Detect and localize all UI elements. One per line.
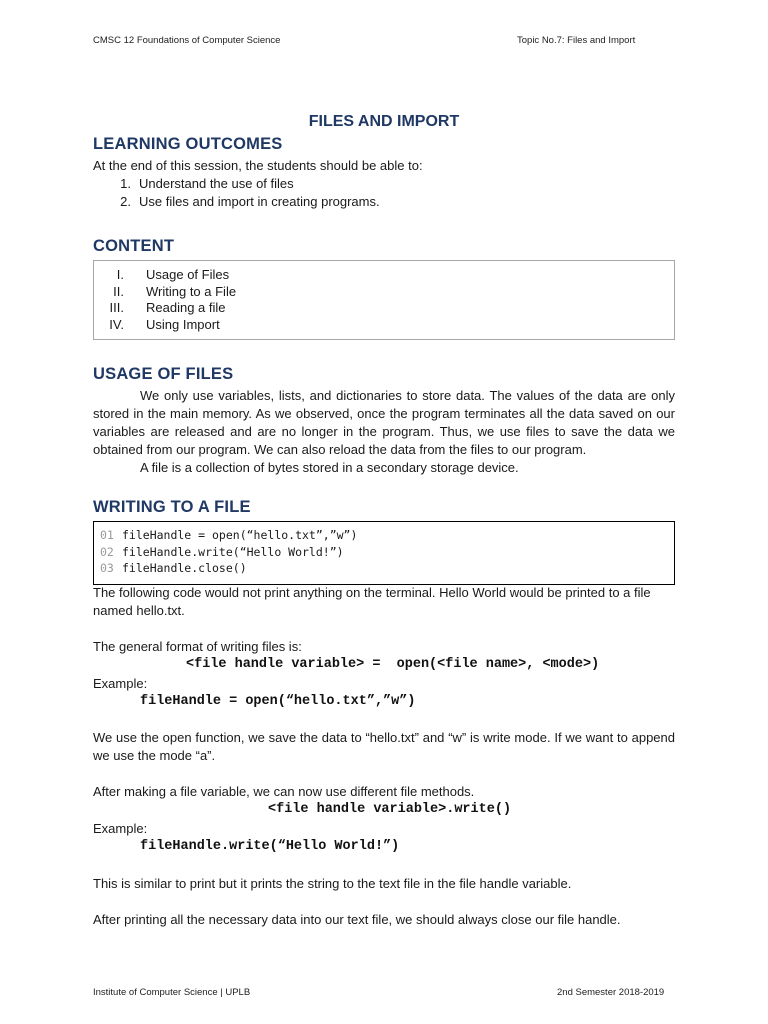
code-line [100,560,674,577]
method-format-code: <file handle variable>.write() [268,802,512,817]
list-item-text: Use files and import in creating programs. [139,194,380,209]
general-format-code: <file handle variable> = open(<file name>, <mode>) [186,657,600,672]
header-topic: Topic No.7: Files and Import [517,35,636,46]
content-item-number: I. [116,267,124,282]
open-explanation: We use the open function, we save the data to “hello.txt” and “w” is write mode. If we want to append we use the mode “a”. [93,730,675,763]
code-line [100,527,674,544]
list-item [93,175,653,193]
code-line [100,544,674,561]
similar-note: This is similar to print but it prints the string to the text file in the file handle variable. [93,876,572,891]
content-item-text: Reading a file [146,300,226,315]
line-number: 02 [100,544,114,559]
writing-heading: WRITING TO A FILE [93,498,251,516]
line-number: 03 [100,561,114,575]
general-format-intro: The general format of writing files is: [93,639,302,654]
list-item-number: 2. [120,194,131,209]
content-item-number: II. [113,283,124,299]
list-item [93,193,653,211]
content-item-number: III. [109,300,124,315]
example-open-code: fileHandle = open(“hello.txt”,”w”) [140,694,416,709]
usage-paragraph-1: We only use variables, lists, and dictionaries to store data. The values of the data are only stored in the main memory. As we observed, once the program terminates all the data saved on our variables are released and are no longer in the program. Thus, we use files to save the data we obtained from our program. We can also reload the data from the files to our program. [93,388,675,457]
usage-paragraph-2: A file is a collection of bytes stored in a secondary storage device. [140,460,519,475]
after-code-text: The following code would not print anything on the terminal. Hello World would be printed to a file named hello.txt. [93,585,651,618]
close-note: After printing all the necessary data into our text file, we should always close our file handle. [93,912,621,927]
code-text: fileHandle = open(“hello.txt”,”w”) [122,528,358,542]
learning-outcomes-list [93,175,653,211]
list-item-text: Understand the use of files [139,176,294,191]
header-course: CMSC 12 Foundations of Computer Science [93,35,281,46]
content-item-text: Using Import [146,316,220,332]
content-item [94,317,674,334]
footer-semester: 2nd Semester 2018-2019 [557,987,665,998]
content-heading: CONTENT [93,237,175,255]
code-text: fileHandle.write(“Hello World!”) [122,544,344,559]
line-number: 01 [100,528,114,542]
learning-outcomes-heading: LEARNING OUTCOMES [93,135,283,153]
example-label: Example: [93,676,148,691]
content-item-text: Writing to a File [146,283,237,299]
content-item-number: IV. [109,316,124,332]
example-label-2: Example: [93,821,148,836]
code-block [93,521,675,585]
content-item [94,267,674,284]
learning-outcomes-intro: At the end of this session, the students should be able to: [93,158,423,173]
content-item [94,284,674,301]
methods-intro: After making a file variable, we can now use different file methods. [93,784,475,799]
code-text: fileHandle.close() [122,561,247,575]
content-item-text: Usage of Files [146,267,230,282]
usage-heading: USAGE OF FILES [93,365,234,383]
page-title: FILES AND IMPORT [308,113,460,130]
footer-institute: Institute of Computer Science | UPLB [93,987,251,998]
content-item [94,300,674,317]
content-box [93,260,675,340]
list-item-number: 1. [120,176,131,191]
example-write-code: fileHandle.write(“Hello World!”) [140,839,400,854]
